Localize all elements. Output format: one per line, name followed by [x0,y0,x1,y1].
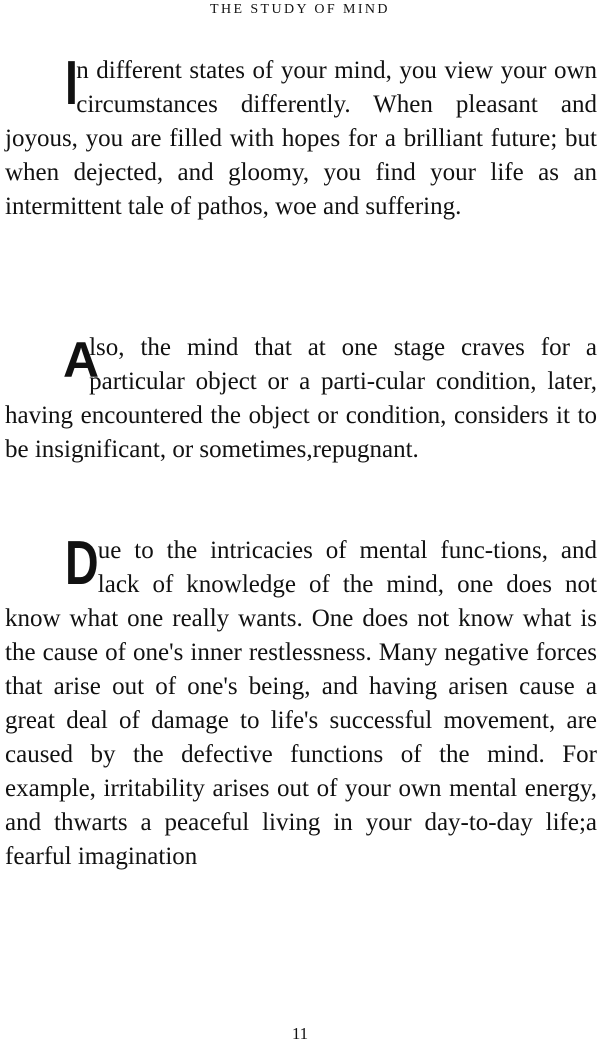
paragraph-text: ue to the intricacies of mental func-tions, and lack of knowledge of the mind, one does not know what one really wants. One does not know what is the cause of one's inner restlessness. Many negative forces that arise out of one's being, and having arisen cause a great deal of damage to life's successful movement, are caused by the defective functions of the mind. For example, irritability arises out of your own mental energy, and thwarts a peaceful living in your day-to-day life;a fearful imagination [5,537,597,870]
running-head: THE STUDY OF MIND [210,2,390,17]
paragraph-text: n different states of your mind, you view your own circumstances differently. When pleasant and joyous, you are filled with hopes for a brilliant future; but when dejected, and gloomy, you find your life as an intermittent tale of pathos, woe and suffering. [5,57,597,220]
paragraph-3 [5,529,597,874]
drop-cap-initial: I [65,49,78,118]
paragraph-1 [5,49,597,224]
drop-cap-initial: A [63,332,100,388]
paragraph-2 [5,331,597,467]
paragraph-text: lso, the mind that at one stage craves for a particular object or a parti-cular condition, later, having encountered the object or condition, considers it to be insignificant, or sometimes,repugnant. [5,334,597,463]
drop-cap-initial: D [65,529,99,598]
page-number: 11 [291,1024,309,1043]
